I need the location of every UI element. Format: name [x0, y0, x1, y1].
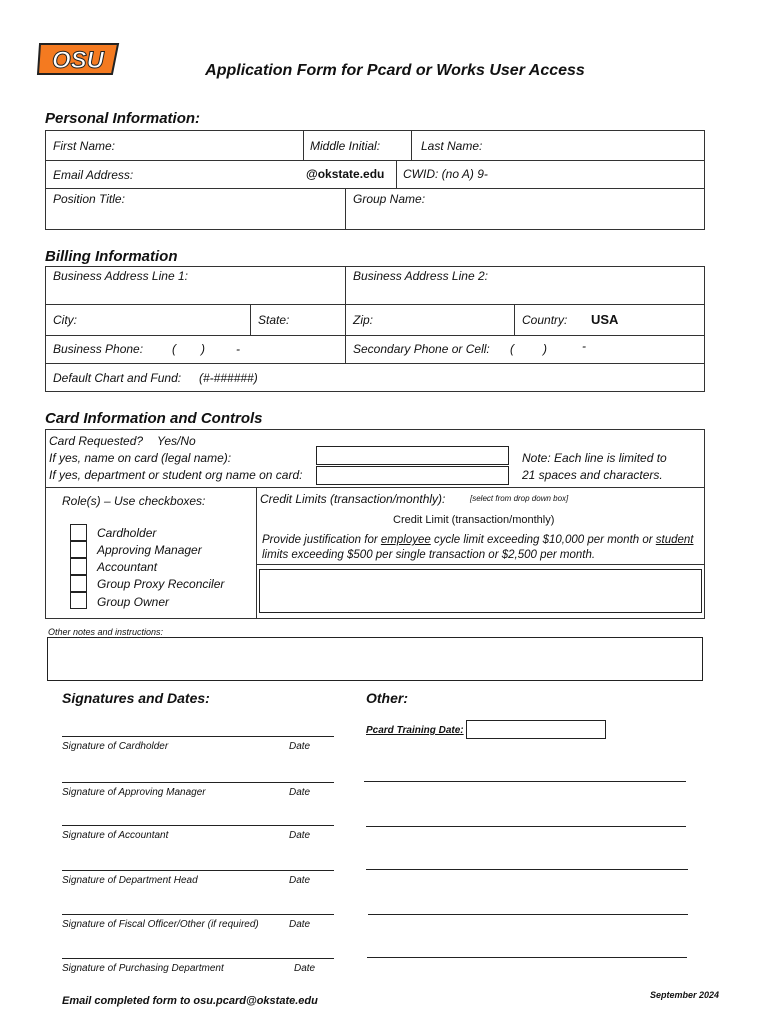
personal-heading: Personal Information:: [45, 110, 201, 127]
other-line-1[interactable]: [364, 781, 686, 782]
roles-label: Role(s) – Use checkboxes:: [62, 494, 206, 508]
first-name-field[interactable]: First Name:: [53, 139, 116, 153]
chart-fund-field[interactable]: Default Chart and Fund:: [53, 371, 182, 385]
city-field[interactable]: City:: [53, 313, 77, 327]
card-heading: Card Information and Controls: [45, 410, 263, 427]
note-line1: Note: Each line is limited to: [522, 451, 667, 465]
name-on-card-label: If yes, name on card (legal name):: [49, 451, 232, 465]
state-field[interactable]: State:: [258, 313, 290, 327]
email-field[interactable]: Email Address:: [53, 168, 134, 182]
address-line2-field[interactable]: Business Address Line 2:: [353, 269, 488, 283]
other-line-3[interactable]: [366, 869, 688, 870]
other-line-4[interactable]: [368, 914, 688, 915]
sig-department-head-label: Signature of Department Head: [62, 875, 198, 886]
email-domain: @okstate.edu: [306, 167, 385, 181]
middle-initial-field[interactable]: Middle Initial:: [310, 139, 381, 153]
card-requested-label: Card Requested?: [49, 434, 144, 448]
phone-paren-open: (: [172, 342, 176, 356]
page-title: Application Form for Pcard or Works User Access: [205, 62, 585, 79]
signatures-heading: Signatures and Dates:: [62, 690, 210, 706]
billing-heading: Billing Information: [45, 248, 178, 265]
justification-input[interactable]: [259, 569, 702, 613]
cwid-field[interactable]: CWID: (no A) 9-: [403, 167, 488, 181]
sig-approving-manager-date: Date: [289, 787, 311, 798]
justification-line2: limits exceeding $500 per single transaction or $2,500 per month.: [262, 549, 596, 561]
sec-paren-close: ): [543, 342, 547, 356]
pcard-training-input[interactable]: [466, 720, 606, 739]
yes-no-option[interactable]: Yes/No: [157, 434, 196, 448]
role-approving-manager-label: Approving Manager: [97, 543, 202, 557]
group-name-field[interactable]: Group Name:: [353, 192, 426, 206]
phone-dash: -: [236, 342, 240, 356]
role-accountant-label: Accountant: [97, 560, 158, 574]
other-line-2[interactable]: [366, 826, 686, 827]
country-value: USA: [591, 312, 619, 327]
sig-approving-manager-label: Signature of Approving Manager: [62, 787, 206, 798]
role-cardholder-label: Cardholder: [97, 526, 157, 540]
sig-cardholder-date: Date: [289, 741, 311, 752]
pcard-training-label: Pcard Training Date:: [366, 725, 464, 736]
other-notes-input[interactable]: [47, 637, 703, 681]
checkbox-group-proxy-reconciler[interactable]: [70, 575, 87, 592]
role-group-proxy-reconciler-label: Group Proxy Reconciler: [97, 577, 225, 591]
footer-date: September 2024: [650, 990, 720, 1000]
sec-dash: -: [582, 339, 586, 353]
credit-limits-hint: [select from drop down box]: [470, 494, 569, 503]
sig-fiscal-officer-date: Date: [289, 919, 311, 930]
role-group-owner-label: Group Owner: [97, 595, 170, 609]
sig-accountant-date: Date: [289, 830, 311, 841]
other-notes-label: Other notes and instructions:: [48, 627, 164, 637]
credit-limit-select[interactable]: Credit Limit (transaction/monthly): [393, 514, 555, 526]
sig-department-head-date: Date: [289, 875, 311, 886]
svg-text:OSU: OSU: [51, 47, 105, 74]
sig-purchasing-date: Date: [294, 963, 316, 974]
justification-text: Provide justification for employee cycle limit exceeding $10,000 per month or student: [262, 534, 694, 546]
credit-limits-label: Credit Limits (transaction/monthly):: [260, 492, 446, 506]
sig-cardholder-label: Signature of Cardholder: [62, 741, 169, 752]
checkbox-cardholder[interactable]: [70, 524, 87, 541]
checkbox-accountant[interactable]: [70, 558, 87, 575]
name-on-card-input[interactable]: [316, 446, 509, 465]
sig-fiscal-officer-label: Signature of Fiscal Officer/Other (if required): [62, 919, 259, 930]
sec-paren-open: (: [510, 342, 514, 356]
last-name-field[interactable]: Last Name:: [421, 139, 483, 153]
dept-name-input[interactable]: [316, 466, 509, 485]
address-line1-field[interactable]: Business Address Line 1:: [53, 269, 188, 283]
country-label: Country:: [522, 313, 568, 327]
other-heading: Other:: [366, 690, 408, 706]
checkbox-approving-manager[interactable]: [70, 541, 87, 558]
checkbox-group-owner[interactable]: [70, 592, 87, 609]
chart-fund-format: (#-######): [199, 371, 258, 385]
note-line2: 21 spaces and characters.: [522, 468, 663, 482]
dept-name-label: If yes, department or student org name on card:: [49, 468, 303, 482]
sig-accountant-label: Signature of Accountant: [62, 830, 169, 841]
footer-email: Email completed form to osu.pcard@okstate.edu: [62, 995, 318, 1007]
zip-field[interactable]: Zip:: [353, 313, 374, 327]
position-title-field[interactable]: Position Title:: [53, 192, 125, 206]
sig-purchasing-label: Signature of Purchasing Department: [62, 963, 224, 974]
business-phone-field[interactable]: Business Phone:: [53, 342, 144, 356]
other-line-5[interactable]: [367, 957, 687, 958]
secondary-phone-field[interactable]: Secondary Phone or Cell:: [353, 342, 490, 356]
phone-paren-close: ): [201, 342, 205, 356]
